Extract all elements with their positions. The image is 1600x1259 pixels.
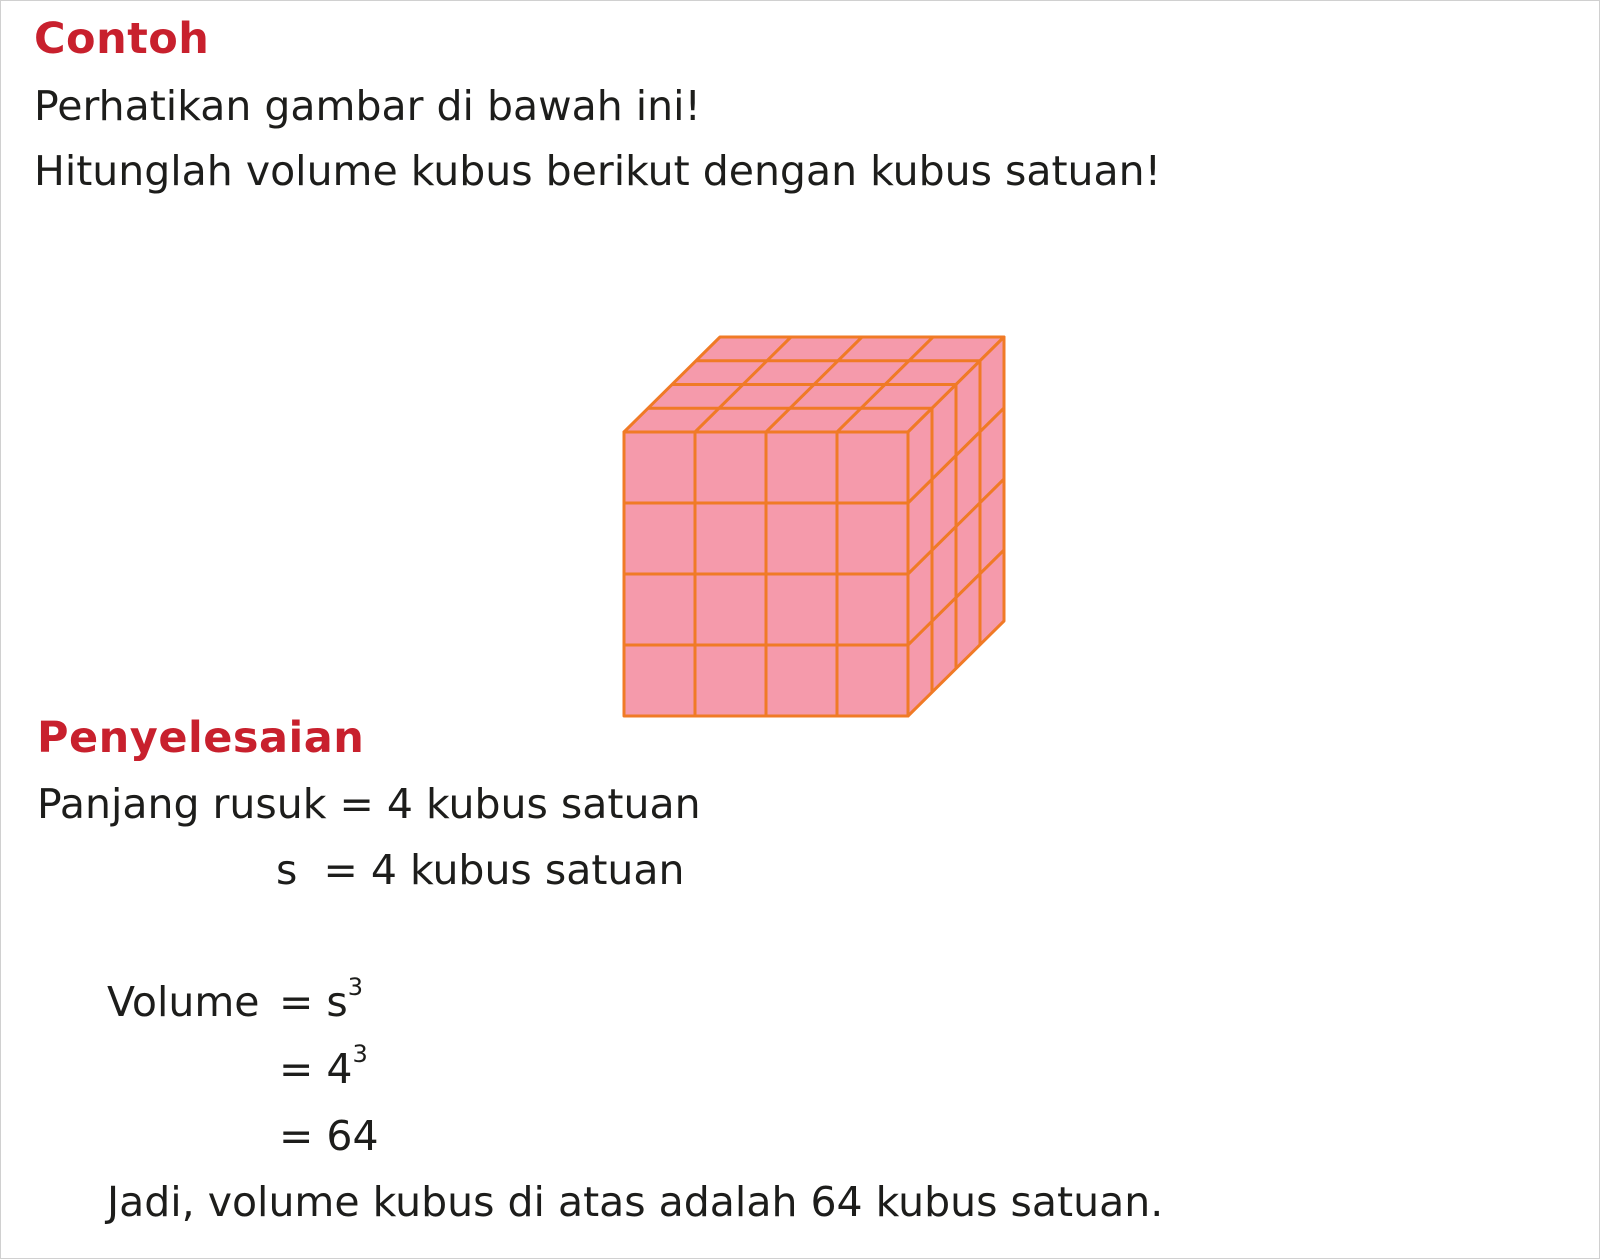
volume-step-1 bbox=[279, 973, 364, 1026]
instruction-line-1: Perhatikan gambar di bawah ini! bbox=[34, 82, 701, 130]
instruction-line-2: Hitunglah volume kubus berikut dengan kubus satuan! bbox=[34, 147, 1162, 195]
side-s-label: s bbox=[276, 846, 298, 894]
volume-line bbox=[107, 978, 260, 1026]
edge-length-label: Panjang rusuk bbox=[37, 780, 327, 828]
solution-heading: Penyelesaian bbox=[37, 713, 365, 763]
volume-step-2 bbox=[279, 1040, 368, 1093]
side-s-line bbox=[276, 846, 685, 894]
volume-step-2-exponent: 3 bbox=[352, 1040, 368, 1069]
volume-step-1-base: = s bbox=[279, 978, 348, 1026]
example-heading: Contoh bbox=[34, 14, 210, 64]
edge-length-line bbox=[37, 780, 701, 828]
side-s-value: = 4 kubus satuan bbox=[323, 846, 685, 894]
conclusion-line: Jadi, volume kubus di atas adalah 64 kubus satuan. bbox=[107, 1178, 1164, 1226]
edge-length-value: = 4 kubus satuan bbox=[339, 780, 701, 828]
volume-step-2-base: = 4 bbox=[279, 1045, 353, 1093]
volume-step-1-exponent: 3 bbox=[347, 973, 364, 1002]
volume-label: Volume bbox=[107, 978, 260, 1026]
volume-step-3: = 64 bbox=[279, 1112, 379, 1160]
